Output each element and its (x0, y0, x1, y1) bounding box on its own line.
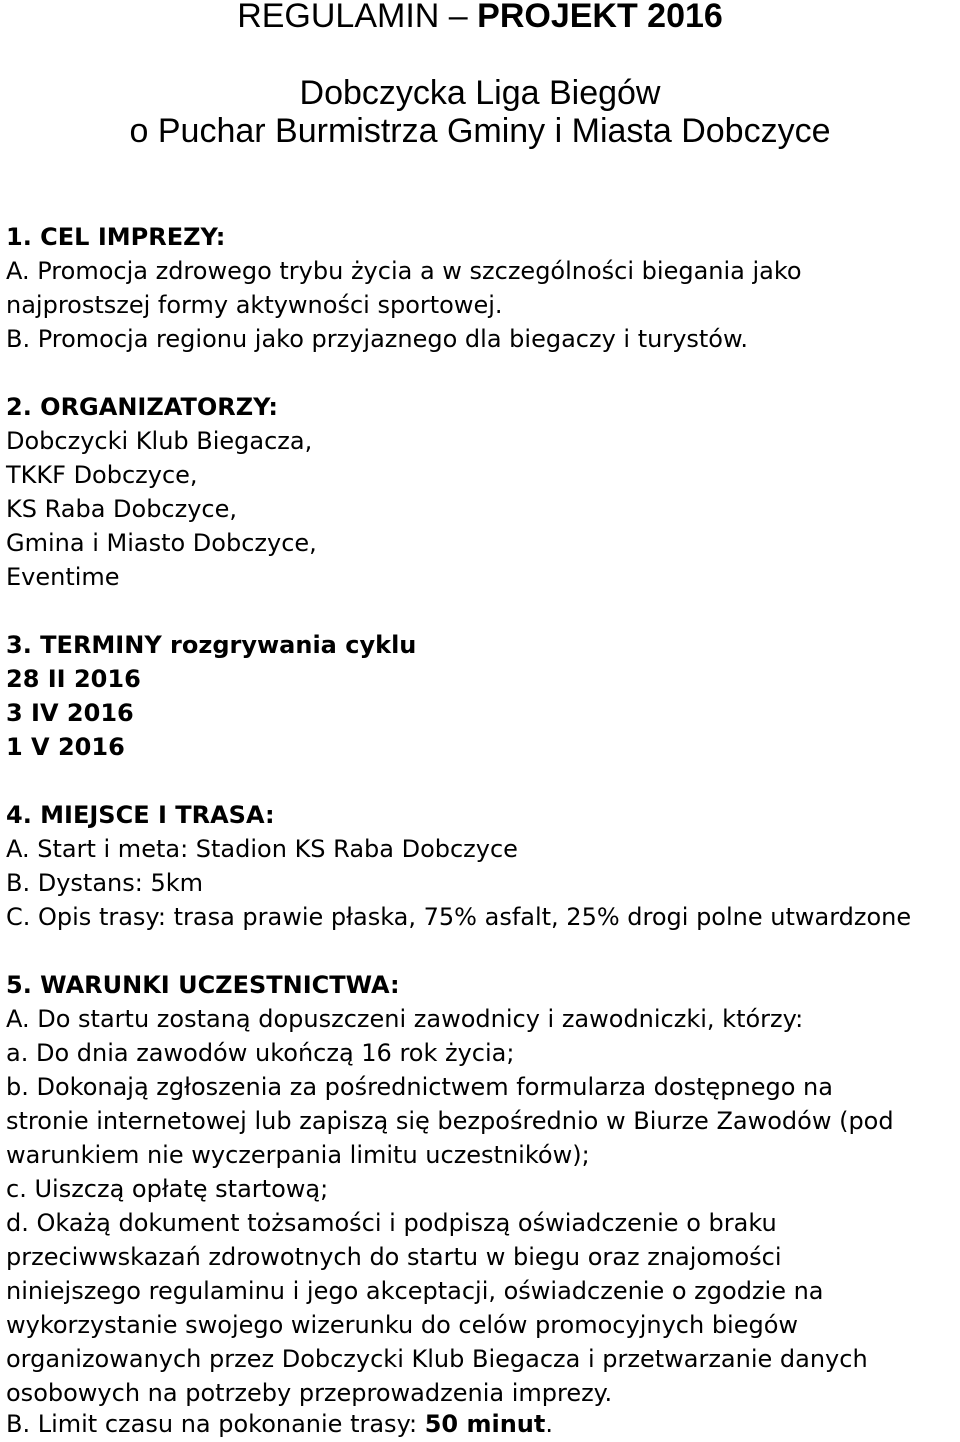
organizer-item: Eventime (6, 563, 120, 591)
cel-line-b: B. Promocja regionu jako przyjaznego dla biegaczy i turystów. (6, 325, 749, 353)
organizer-item: Gmina i Miasto Dobczyce, (6, 529, 317, 557)
organizer-item: Dobczycki Klub Biegacza, (6, 427, 313, 455)
section-heading-cel: 1. CEL IMPREZY: (6, 223, 226, 251)
time-limit-value: 50 minut (424, 1410, 546, 1438)
race-date: 28 II 2016 (6, 665, 141, 693)
warunki-line: organizowanych przez Dobczycki Klub Biegacza i przetwarzanie danych (6, 1345, 868, 1373)
subtitle-line-1: Dobczycka Liga Biegów (299, 74, 661, 112)
miejsce-line-c: C. Opis trasy: trasa prawie płaska, 75% asfalt, 25% drogi polne utwardzone (6, 903, 912, 931)
warunki-line: niniejszego regulaminu i jego akceptacji, oświadczenie o zgodzie na (6, 1277, 824, 1305)
warunki-line: stronie internetowej lub zapiszą się bezpośrednio w Biurze Zawodów (pod (6, 1107, 894, 1135)
warunki-line: b. Dokonają zgłoszenia za pośrednictwem formularza dostępnego na (6, 1073, 833, 1101)
section-heading-terminy: 3. TERMINY rozgrywania cyklu (6, 631, 417, 659)
cel-line-a: A. Promocja zdrowego trybu życia a w szczególności biegania jako (6, 257, 802, 285)
warunki-line: wykorzystanie swojego wizerunku do celów promocyjnych biegów (6, 1311, 799, 1339)
cel-line-a-cont: najprostszej formy aktywności sportowej. (6, 291, 503, 319)
warunki-line: przeciwwskazań zdrowotnych do startu w biegu oraz znajomości (6, 1243, 782, 1271)
warunki-line: a. Do dnia zawodów ukończą 16 rok życia; (6, 1039, 515, 1067)
warunki-line: c. Uiszczą opłatę startową; (6, 1175, 329, 1203)
title-regular: REGULAMIN – (237, 0, 478, 35)
race-date: 1 V 2016 (6, 733, 125, 761)
time-limit-label: B. Limit czasu na pokonanie trasy: (6, 1410, 425, 1438)
warunki-line: A. Do startu zostaną dopuszczeni zawodnicy i zawodniczki, którzy: (6, 1005, 804, 1033)
race-date: 3 IV 2016 (6, 699, 134, 727)
title-bold: PROJEKT 2016 (477, 0, 723, 35)
subtitle-line-2: o Puchar Burmistrza Gminy i Miasta Dobczyce (129, 112, 831, 150)
document-title (0, 0, 960, 38)
warunki-line: d. Okażą dokument tożsamości i podpiszą oświadczenie o braku (6, 1209, 777, 1237)
warunki-line: osobowych na potrzeby przeprowadzenia imprezy. (6, 1379, 613, 1407)
warunki-line: warunkiem nie wyczerpania limitu uczestników); (6, 1141, 590, 1169)
section-heading-miejsce: 4. MIEJSCE I TRASA: (6, 801, 275, 829)
time-limit-line (6, 1407, 553, 1441)
time-limit-suffix: . (545, 1410, 554, 1438)
organizer-item: KS Raba Dobczyce, (6, 495, 238, 523)
miejsce-line-a: A. Start i meta: Stadion KS Raba Dobczyce (6, 835, 518, 863)
section-heading-warunki: 5. WARUNKI UCZESTNICTWA: (6, 971, 400, 999)
section-heading-organizatorzy: 2. ORGANIZATORZY: (6, 393, 279, 421)
miejsce-line-b: B. Dystans: 5km (6, 869, 204, 897)
organizer-item: TKKF Dobczyce, (6, 461, 198, 489)
